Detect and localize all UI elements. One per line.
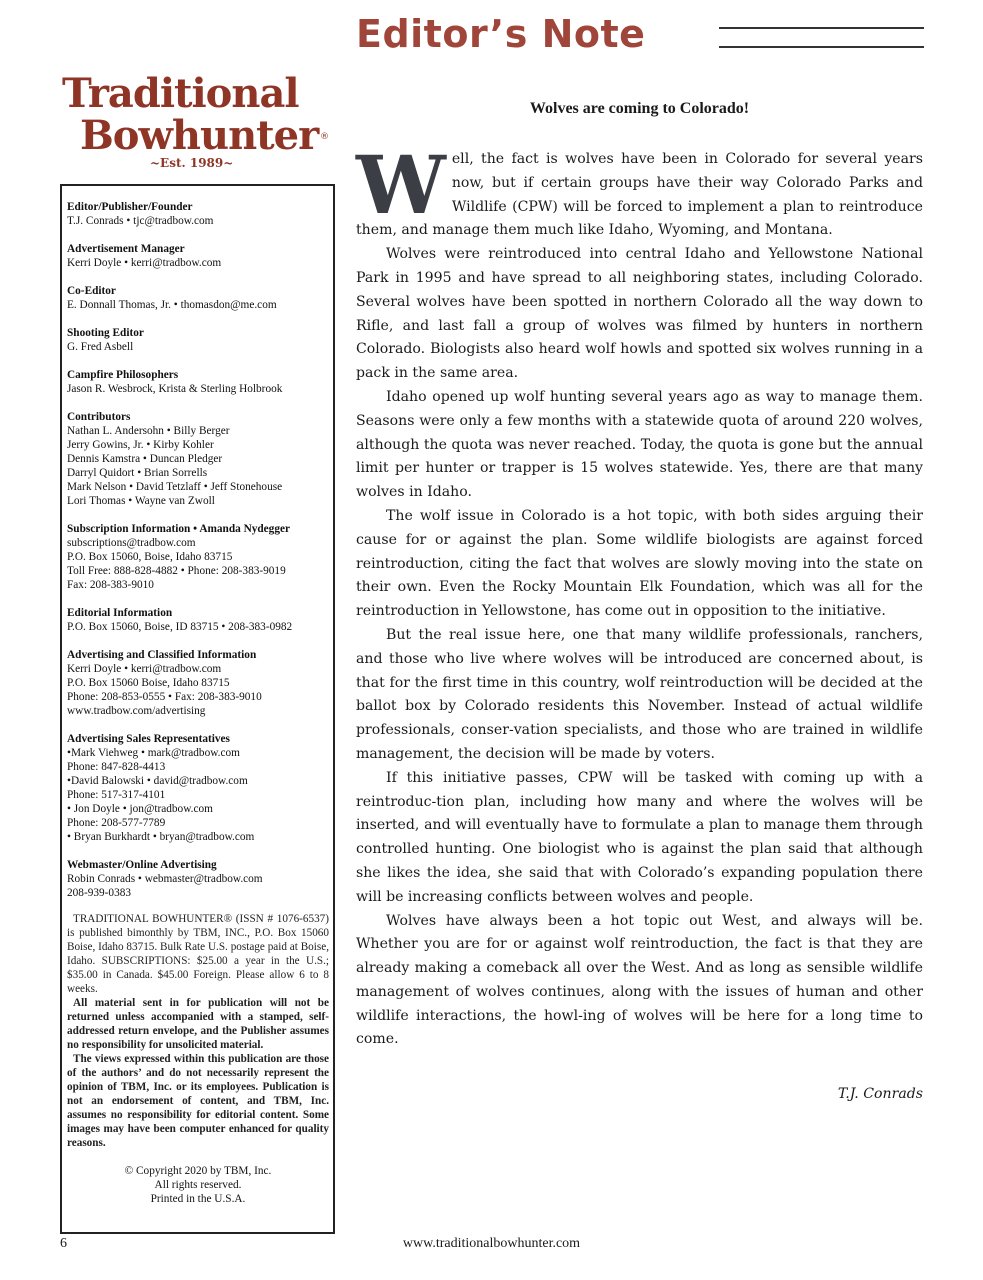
masthead-section — [67, 606, 329, 634]
masthead-line: Fax: 208-383-9010 — [67, 579, 154, 591]
masthead-section — [67, 648, 329, 718]
masthead-section-title: Advertisement Manager — [67, 243, 185, 255]
legal-paragraph: All material sent in for publication will not be returned unless accompanied with a stamped, self-addressed return envelope, and the Publisher assumes no responsibility for unsolicited material. — [67, 997, 329, 1051]
masthead-line: Darryl Quidort • Brian Sorrells — [67, 467, 208, 479]
masthead-line: 208-939-0383 — [67, 887, 132, 899]
legal-notice — [67, 912, 329, 1150]
masthead-line: Phone: 847-828-4413 — [67, 761, 166, 773]
article-paragraph: Wolves were reintroduced into central Idaho and Yellowstone National Park in 1995 and have spread to all neighboring states, including Colorado. Several wolves have been spotted in northern Colorado all the way down to Rifle, and last fall a group of wolves was filmed by hunters in northern Colorado. Biologists also heard wolf howls and spotted six wolves running in a pack in the same area. — [356, 246, 923, 382]
copyright-line: All rights reserved. — [154, 1179, 242, 1191]
article-body — [356, 138, 923, 1052]
lead-paragraph — [356, 138, 923, 243]
masthead-line: •David Balowski • david@tradbow.com — [67, 775, 248, 787]
masthead-line: P.O. Box 15060 Boise, Idaho 83715 — [67, 677, 230, 689]
masthead-line: Phone: 517-317-4101 — [67, 789, 166, 801]
masthead-section — [67, 368, 329, 396]
masthead-section — [67, 410, 329, 508]
logo-line-2: Bowhunter — [80, 112, 319, 159]
drop-cap: W — [356, 138, 446, 232]
copyright-line: Printed in the U.S.A. — [150, 1193, 246, 1205]
masthead-line: Jerry Gowins, Jr. • Kirby Kohler — [67, 439, 214, 451]
masthead-sections — [67, 200, 329, 900]
masthead-box — [60, 184, 335, 1234]
masthead-line: Robin Conrads • webmaster@tradbow.com — [67, 873, 263, 885]
article-paragraph: But the real issue here, one that many wildlife professionals, ranchers, and those who live where wolves will be introduced are concerned about, is that for the first time in this country, wolf reintroduction will be decided at the ballot box by Colorado residents this November. Instead of actual wildlife professionals, conser-vation specialists, and those who are trained in wildlife management, the decision will be made by voters. — [356, 626, 923, 762]
masthead-line: P.O. Box 15060, Boise, Idaho 83715 — [67, 551, 233, 563]
masthead-section-title: Editorial Information — [67, 607, 173, 619]
masthead-line: P.O. Box 15060, Boise, ID 83715 • 208-383-0982 — [67, 621, 293, 633]
lead-text: ell, the fact is wolves have been in Colorado for several years now, but if certain groups have their way Colorado Parks and Wildlife (CPW) will be forced to implement a plan to reintroduce them, and manage them much like Idaho, Wyoming, and Montana. — [356, 151, 923, 239]
masthead-line: Dennis Kamstra • Duncan Pledger — [67, 453, 223, 465]
header-rule-top — [719, 27, 924, 29]
masthead-line: T.J. Conrads • tjc@tradbow.com — [67, 215, 214, 227]
masthead-line: Nathan L. Andersohn • Billy Berger — [67, 425, 230, 437]
masthead-section-title: Contributors — [67, 411, 131, 423]
masthead-section-title: Webmaster/Online Advertising — [67, 859, 217, 871]
page-title: Editor’s Note — [356, 12, 646, 56]
footer-url: www.traditionalbowhunter.com — [402, 1236, 581, 1251]
masthead-section-title: Campfire Philosophers — [67, 369, 179, 381]
article-paragraph: The wolf issue in Colorado is a hot topic, with both sides arguing their cause for or against the plan. Some wildlife biologists are against forced reintroduction, citing the fact that wolves are slowly moving into the state on their own. Even the Rocky Mountain Elk Foundation, which was all for the reintroduction in Yellowstone, has come out in opposition to the initiative. — [356, 507, 923, 620]
masthead-section-title: Subscription Information • Amanda Nydegger — [67, 523, 291, 535]
logo-established: ~Est. 1989~ — [150, 156, 234, 170]
masthead-line: Toll Free: 888-828-4882 • Phone: 208-383-9019 — [67, 565, 286, 577]
legal-paragraph: TRADITIONAL BOWHUNTER® (ISSN # 1076-6537) is published bimonthly by TBM, INC., P.O. Box 15060 Boise, Idaho 83715. Bulk Rate U.S. postage paid at Boise, Idaho. SUBSCRIPTIONS: $25.00 a year in the U.S.; $35.00 in Canada. $45.00 Foreign. Please allow 6 to 8 weeks. — [67, 913, 329, 995]
masthead-line: • Jon Doyle • jon@tradbow.com — [67, 803, 213, 815]
masthead-line: www.tradbow.com/advertising — [67, 705, 206, 717]
masthead-line: Mark Nelson • David Tetzlaff • Jeff Stonehouse — [67, 481, 283, 493]
masthead-line: Lori Thomas • Wayne van Zwoll — [67, 495, 215, 507]
masthead-line: subscriptions@tradbow.com — [67, 537, 196, 549]
masthead-line: • Bryan Burkhardt • bryan@tradbow.com — [67, 831, 255, 843]
masthead-line: G. Fred Asbell — [67, 341, 134, 353]
masthead-line: Kerri Doyle • kerri@tradbow.com — [67, 663, 222, 675]
masthead-section — [67, 242, 329, 270]
masthead-line: Jason R. Wesbrock, Krista & Sterling Holbrook — [67, 383, 283, 395]
copyright-line: © Copyright 2020 by TBM, Inc. — [124, 1165, 272, 1177]
masthead-section-title: Co-Editor — [67, 285, 116, 297]
masthead-section-title: Advertising Sales Representatives — [67, 733, 230, 745]
masthead-line: E. Donnall Thomas, Jr. • thomasdon@me.com — [67, 299, 277, 311]
masthead-section — [67, 284, 329, 312]
masthead-line: Phone: 208-577-7789 — [67, 817, 166, 829]
header-rule-bottom — [719, 46, 924, 48]
copyright-notice — [67, 1164, 329, 1206]
page-number: 6 — [60, 1236, 67, 1251]
article-title: Wolves are coming to Colorado! — [529, 100, 750, 117]
logo-line-1: Traditional — [62, 70, 299, 117]
article-paragraph: Idaho opened up wolf hunting several years ago as way to manage them. Seasons were only a few months with a statewide quota of around 220 wolves, although the quota was never reached. Today, the quota is gone but the annual limit per hunter or trapper is 15 wolves statewide. Yes, there are that many wolves in Idaho. — [356, 388, 923, 501]
editors-note-article — [356, 96, 923, 1102]
masthead-line: Kerri Doyle • kerri@tradbow.com — [67, 257, 222, 269]
magazine-logo — [58, 70, 334, 172]
article-paragraph: Wolves have always been a hot topic out West, and always will be. Whether you are for or against wolf reintroduction, the fact is that they are already making a comeback all over the West. And as long as sensible wildlife management of wolves continues, along with the issues of human and other wildlife interactions, the howl-ing of wolves will be here for a long time to come. — [356, 912, 923, 1048]
masthead-line: Phone: 208-853-0555 • Fax: 208-383-9010 — [67, 691, 262, 703]
masthead-line: •Mark Viehweg • mark@tradbow.com — [67, 747, 240, 759]
masthead-section — [67, 326, 329, 354]
masthead-section-title: Shooting Editor — [67, 327, 144, 339]
masthead-section — [67, 732, 329, 844]
masthead-section-title: Advertising and Classified Information — [67, 649, 257, 661]
logo-registered-mark: ® — [320, 132, 329, 142]
masthead-section-title: Editor/Publisher/Founder — [67, 201, 193, 213]
masthead-section — [67, 858, 329, 900]
masthead-section — [67, 522, 329, 592]
legal-paragraph: The views expressed within this publication are those of the authors’ and do not necessarily represent the opinion of TBM, Inc. or its employees. Publication is not an endorsement of content, and TBM, Inc. assumes no responsibility for editorial content. Some images may have been computer enhanced for quality reasons. — [67, 1053, 329, 1149]
masthead-section — [67, 200, 329, 228]
author-signature: T.J. Conrads — [837, 1086, 923, 1103]
article-paragraph: If this initiative passes, CPW will be tasked with coming up with a reintroduc-tion plan, including how many and where the wolves will be inserted, and will eventually have to formulate a plan to manage them through controlled hunting. One biologist who is against the plan said that although she likes the idea, she said that with Colorado’s expanding population there will be increasing conflicts between wolves and people. — [356, 769, 923, 905]
